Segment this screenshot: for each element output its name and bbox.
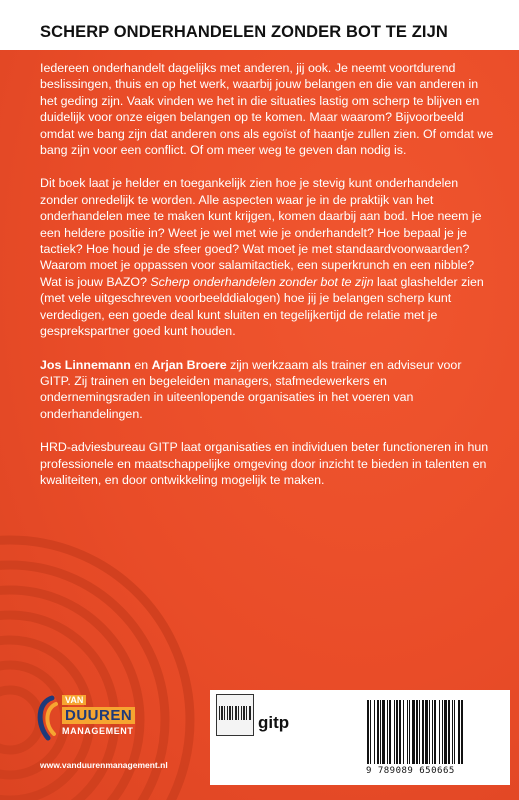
authors-paragraph: Jos Linnemann en Arjan Broere zijn werkzaam als trainer en adviseur voor GITP. Zij trainen en begeleiden managers, stafmedewerkers en ondernemingsraden in uiteenlopende organisaties in het voeren van onderhandelingen.	[40, 357, 462, 421]
gitp-paragraph: HRD-adviesbureau GITP laat organisaties en individuen beter functioneren in hun professionele en maatschappelijke omgeving door inzicht te bieden in talenten en kwaliteiten, en door ontwikkeling mogelijk te maken.	[40, 440, 489, 487]
blurb	[40, 60, 495, 505]
blurb-paragraph-1: Iedereen onderhandelt dagelijks met anderen, jij ook. Je neemt voortdurend beslissingen, thuis en op het werk, waarbij jouw belangen en die van anderen in het geding zijn. Vaak vinden we het in die situaties lastig om scherp te blijven en duidelijk voor onze eigen belangen op te komen. Maar waarom? Bijvoorbeeld omdat we bang zijn dat anderen ons als egoïst of haantje zullen zien. Of omdat we bang zijn voor een conflict. Of om meer weg te geven dan nodig is.	[40, 61, 494, 158]
publisher-duuren: DUUREN	[62, 707, 135, 724]
book-title: SCHERP ONDERHANDELEN ZONDER BOT TE ZIJN	[40, 23, 448, 41]
isbn-barcode	[365, 700, 505, 770]
publisher-van: VAN	[62, 695, 86, 705]
gitp-logo-text: gitp	[258, 713, 290, 732]
blurb-paragraph-2: Dit boek laat je helder en toegankelijk zien hoe je stevig kunt onderhandelen zonder onredelijk te worden. Alle aspecten waar je in de praktijk van het onderhandelen mee te maken kunt krijgen, komen daarbij aan bod. Hoe neem je een heldere positie in? Weet je wel met wie je onderhandelt? Hoe bepaal je je tactiek? Hoe houd je de sfeer goed? Wat moet je met standaardvoorwaarden? Waarom moet je oppassen voor salamitactiek, een superkrunch en een nibble? Wat is jouw BAZO? Scherp onderhandelen zonder bot te zijn laat glashelder zien (met vele uitgeschreven voorbeelddialogen) hoe jij je belangen scherp kunt verdedigen, een goede deal kunt sluiten en tegelijkertijd de relatie met je gesprekspartner goed kunt houden.	[40, 176, 484, 339]
publisher-swirl-icon	[34, 694, 64, 744]
publisher-management: MANAGEMENT	[62, 726, 134, 736]
publisher-logo	[40, 692, 220, 752]
author-name: Arjan Broere	[151, 357, 227, 372]
price-sticker	[216, 694, 254, 736]
publisher-url: www.vanduurenmanagement.nl	[40, 760, 168, 770]
author-name: Jos Linnemann	[40, 357, 131, 372]
gitp-logo	[258, 708, 296, 738]
isbn-number: 9 789089 650665	[366, 766, 455, 776]
book-title-italic: Scherp onderhandelen zonder bot te zijn	[150, 274, 374, 289]
concentric-rings-graphic	[0, 520, 210, 800]
sticker-barcode-icon	[218, 706, 252, 720]
